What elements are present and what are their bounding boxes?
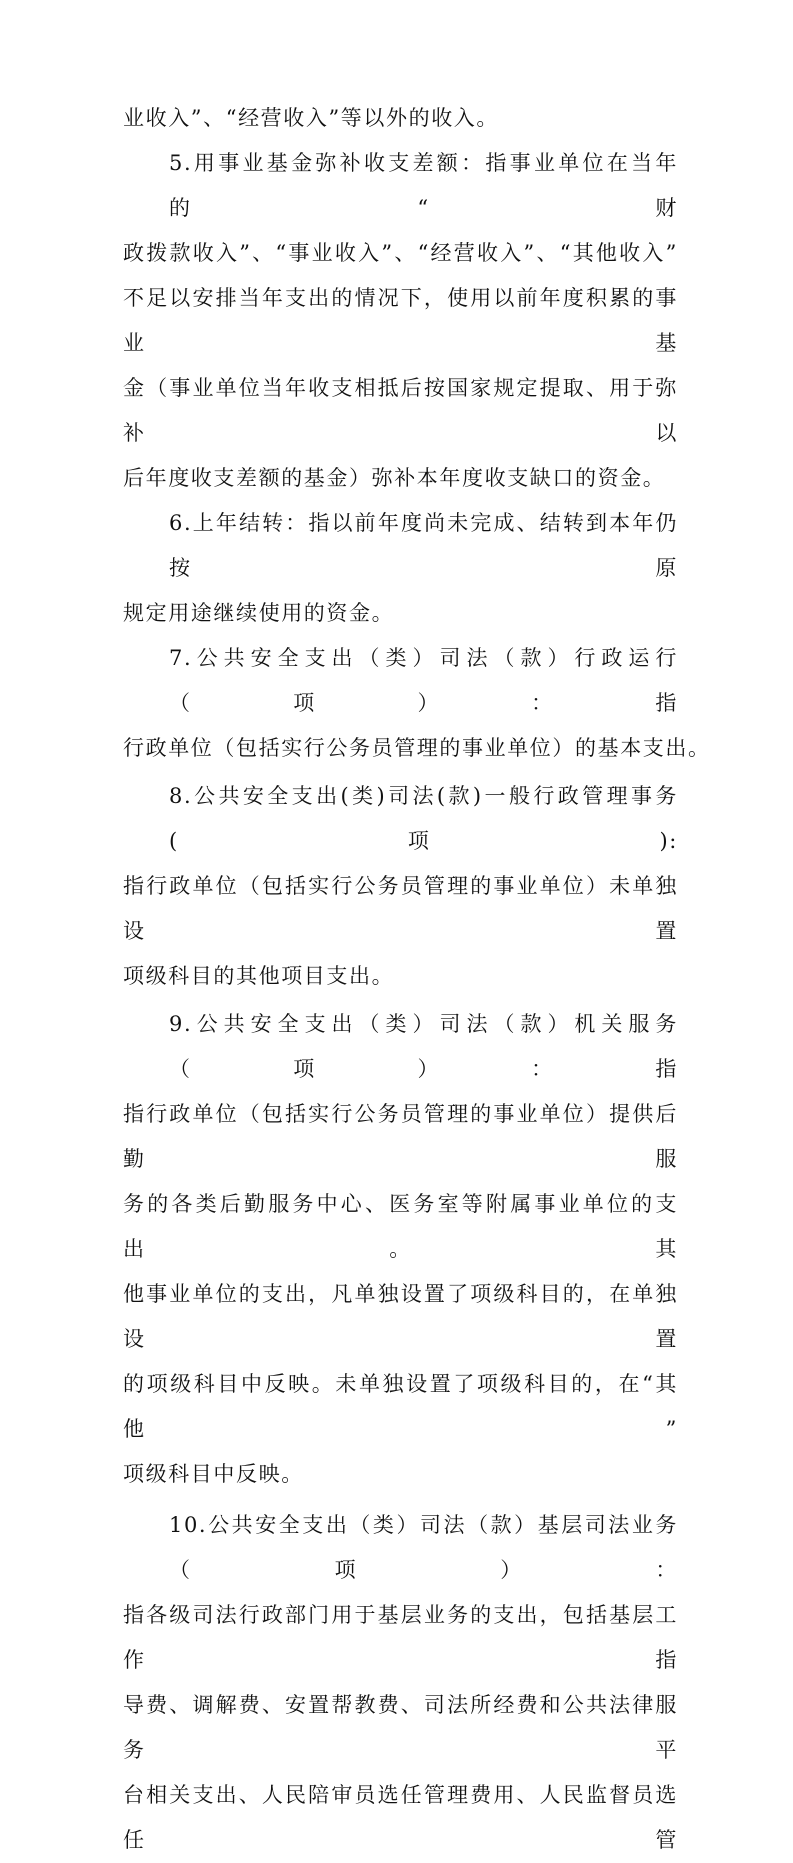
text-line: 的项级科目中反映。未单独设置了项级科目的，在“其他” — [123, 1372, 678, 1441]
text-line: 9.公共安全支出（类）司法（款）机关服务（项）：指 — [169, 1012, 678, 1081]
text-line: 项级科目中反映。 — [123, 1462, 304, 1486]
text-line: 务的各类后勤服务中心、医务室等附属事业单位的支出。其 — [123, 1192, 678, 1261]
paragraph-item-9 — [123, 1002, 678, 1497]
text-line: 业收入”、“经营收入”等以外的收入。 — [123, 106, 500, 130]
paragraph-item-10 — [123, 1503, 678, 1863]
text-line: 后年度收支差额的基金）弥补本年度收支缺口的资金。 — [123, 466, 666, 490]
paragraph-item-6 — [123, 501, 678, 636]
text-line: 政拨款收入”、“事业收入”、“经营收入”、“其他收入” — [123, 241, 678, 265]
text-line: 行政单位（包括实行公务员管理的事业单位）的基本支出。 — [123, 736, 711, 760]
text-line: 指各级司法行政部门用于基层业务的支出，包括基层工作指 — [123, 1603, 678, 1672]
text-line: 8.公共安全支出(类)司法(款)一般行政管理事务(项): — [169, 784, 678, 853]
paragraph-continued — [123, 96, 678, 141]
paragraph-item-5 — [123, 141, 678, 501]
text-line: 不足以安排当年支出的情况下，使用以前年度积累的事业基 — [123, 286, 678, 355]
text-line: 他事业单位的支出，凡单独设置了项级科目的，在单独设置 — [123, 1282, 678, 1351]
text-line: 指行政单位（包括实行公务员管理的事业单位）提供后勤服 — [123, 1102, 678, 1171]
paragraph-item-8 — [123, 774, 678, 999]
text-line: 项级科目的其他项目支出。 — [123, 964, 395, 988]
text-line: 规定用途继续使用的资金。 — [123, 601, 395, 625]
text-line: 10.公共安全支出（类）司法（款）基层司法业务（项）： — [169, 1513, 678, 1582]
text-line: 7.公共安全支出（类）司法（款）行政运行（项）：指 — [169, 646, 678, 715]
text-line: 5.用事业基金弥补收支差额：指事业单位在当年的“财 — [169, 151, 678, 220]
text-line: 金（事业单位当年收支相抵后按国家规定提取、用于弥补以 — [123, 376, 678, 445]
text-line: 指行政单位（包括实行公务员管理的事业单位）未单独设置 — [123, 874, 678, 943]
text-line: 导费、调解费、安置帮教费、司法所经费和公共法律服务平 — [123, 1693, 678, 1762]
document-body — [123, 96, 711, 1863]
paragraph-item-7 — [123, 636, 711, 771]
text-line: 6.上年结转：指以前年度尚未完成、结转到本年仍按原 — [169, 511, 678, 580]
text-line: 台相关支出、人民陪审员选任管理费用、人民监督员选任管 — [123, 1783, 678, 1852]
